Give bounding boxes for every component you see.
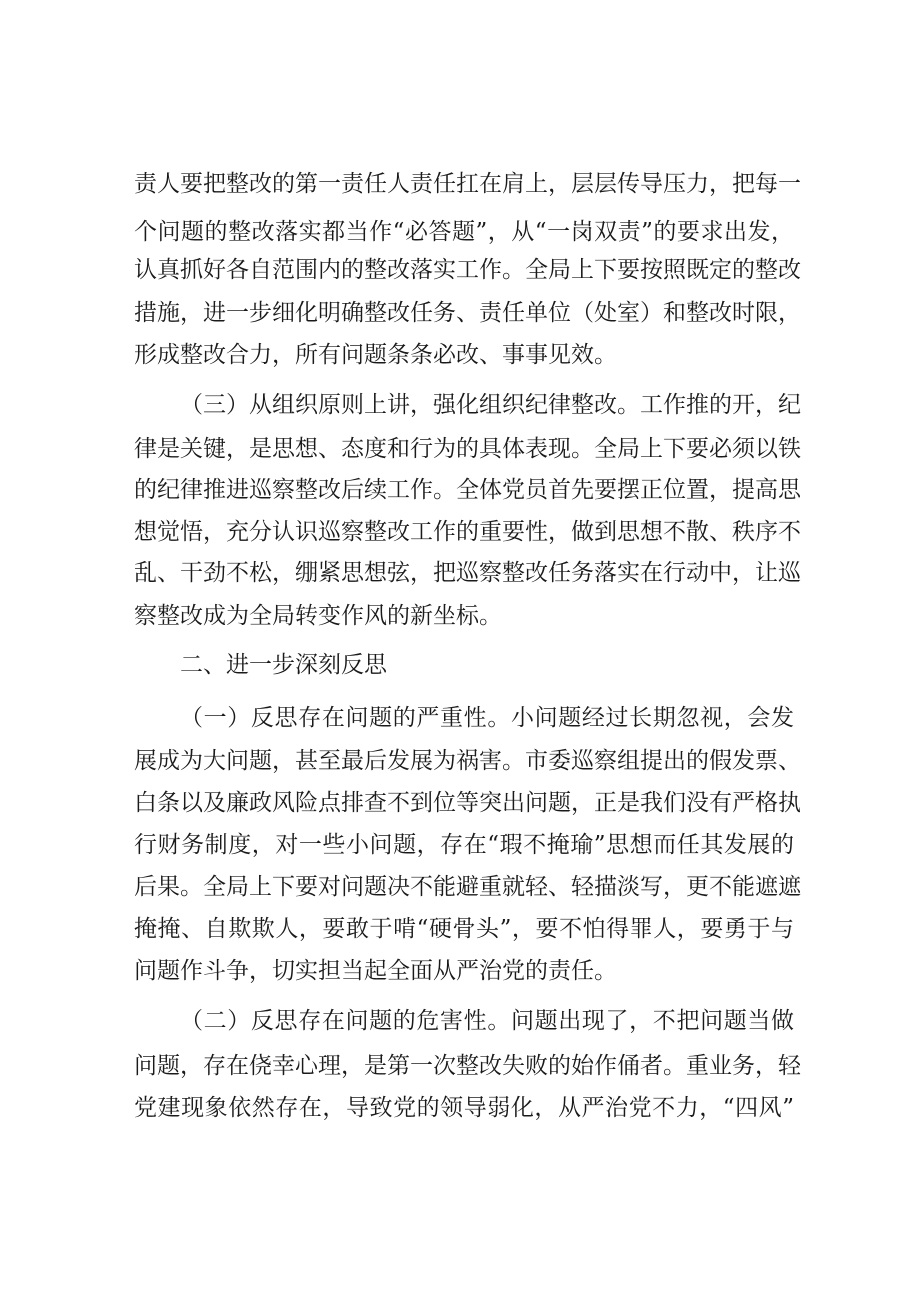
paragraph-line: 展成为大问题，甚至最后发展为祸害。市委巡察组提出的假发票、 — [134, 748, 801, 774]
paragraph-line: 察整改成为全局转变作风的新坐标。 — [134, 603, 502, 629]
paragraph-line: 问题，存在侥幸心理，是第一次整改失败的始作俑者。重业务，轻 — [134, 1053, 801, 1079]
paragraph-line: （一）反思存在问题的严重性。小问题经过长期忽视，会发 — [180, 705, 794, 731]
paragraph-line: 形成整改合力，所有问题条条必改、事事见效。 — [134, 342, 617, 368]
paragraph-line: 措施，进一步细化明确整改任务、责任单位（处室）和整改时限， — [134, 300, 801, 326]
paragraph-line: 乱、干劲不松，绷紧思想弦，把巡察整改任务落实在行动中，让巡 — [134, 560, 801, 586]
paragraph-line: 白条以及廉政风险点排查不到位等突出问题，正是我们没有严格执 — [134, 790, 801, 816]
paragraph-line: （二）反思存在问题的危害性。问题出现了，不把问题当做 — [180, 1008, 794, 1034]
paragraph-line: 掩掩、自欺欺人，要敢于啃“硬骨头”，要不怕得罪人，要勇于与 — [134, 916, 794, 942]
paragraph-line: 个问题的整改落实都当作“必答题”，从“一岗双责”的要求出发， — [134, 219, 794, 245]
paragraph-line: （三）从组织原则上讲，强化组织纪律整改。工作推的开，纪 — [180, 392, 801, 418]
paragraph-line: 认真抓好各自范围内的整改落实工作。全局上下要按照既定的整改 — [134, 257, 801, 283]
paragraph-line: 问题作斗争，切实担当起全面从严治党的责任。 — [134, 958, 617, 984]
paragraph-line: 责人要把整改的第一责任人责任扛在肩上，层层传导压力，把每一 — [134, 171, 801, 197]
paragraph-line: 想觉悟，充分认识巡察整改工作的重要性，做到思想不散、秩序不 — [134, 519, 801, 545]
paragraph-line: 党建现象依然存在，导致党的领导弱化，从严治党不力，“四风” — [134, 1095, 794, 1121]
paragraph-line: 行财务制度，对一些小问题，存在“瑕不掩瑜”思想而任其发展的 — [134, 832, 794, 858]
section-heading: 二、进一步深刻反思 — [180, 652, 387, 678]
paragraph-line: 后果。全局上下要对问题决不能避重就轻、轻描淡写，更不能遮遮 — [134, 874, 801, 900]
paragraph-line: 律是关键，是思想、态度和行为的具体表现。全局上下要必须以铁 — [134, 436, 801, 462]
paragraph-line: 的纪律推进巡察整改后续工作。全体党员首先要摆正位置，提高思 — [134, 477, 801, 503]
